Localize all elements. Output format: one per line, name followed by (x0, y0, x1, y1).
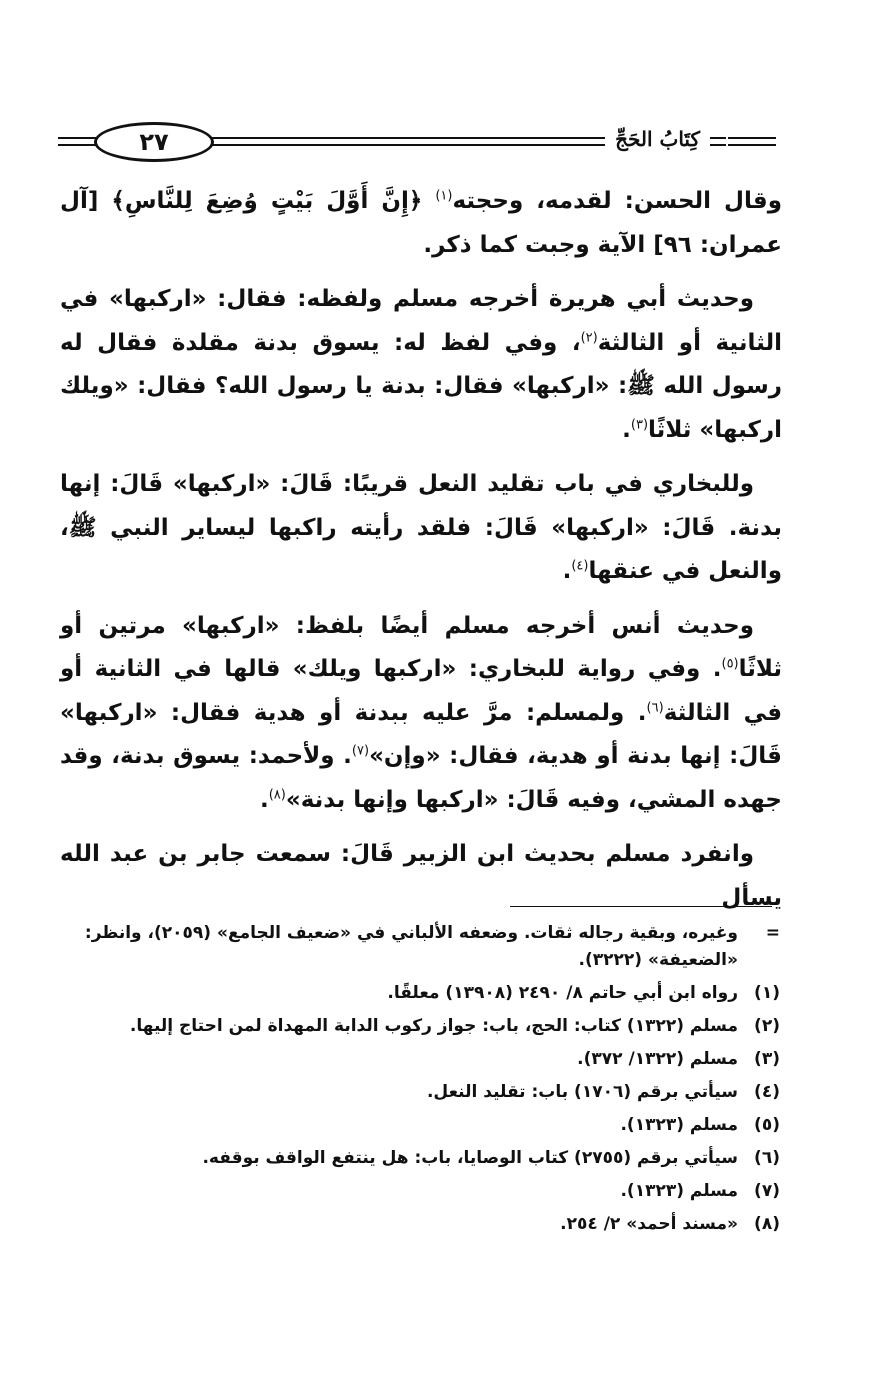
text-run: . (259, 786, 269, 813)
text-run: . (622, 416, 631, 443)
footnote-number: (١) (754, 983, 780, 1003)
footnote-text: مسلم (١٣٢٣). (620, 1181, 738, 1201)
footnote-ref: (١) (435, 188, 453, 204)
footnote-number: (٣) (754, 1049, 780, 1069)
footnote-item (60, 1211, 780, 1238)
text-run: وللبخاري في باب تقليد النعل قريبًا: قَالَ: «اركبها» قَالَ: إنها بدنة. قَالَ: «اركبها» قَالَ: فلقد رأيته راكبها ليساير النبي ﷺ، والنعل في عنقها (60, 471, 782, 584)
text-run: . ولأحمد: يسوق بدنة، وقد جهده المشي، وفيه قَالَ: «اركبها وإنها بدنة» (60, 743, 782, 813)
footnote-item (60, 1112, 780, 1139)
footnote-number: (٨) (754, 1214, 780, 1234)
page-number-oval (94, 122, 214, 162)
text-run: . (562, 558, 572, 584)
footnote-ref: (٤) (571, 558, 589, 574)
footnote-text: رواه ابن أبي حاتم ٨/ ٢٤٩٠ (١٣٩٠٨) معلقًا. (387, 983, 738, 1003)
footnote-number: (٦) (754, 1148, 780, 1168)
footnote-item (60, 920, 780, 974)
footnote-number: (٤) (754, 1082, 780, 1102)
footnote-text: مسلم (١٣٢٢) كتاب: الحج، باب: جواز ركوب الدابة المهداة لمن احتاج إليها. (129, 1016, 738, 1036)
footnote-number: (٥) (754, 1115, 780, 1135)
text-run: وحديث أبي هريرة أخرجه مسلم ولفظه: فقال: «اركبها» في الثانية أو الثالثة (60, 286, 782, 356)
footnote-item (60, 980, 780, 1007)
text-run: . ولمسلم: مرَّ عليه ببدنة أو هدية فقال: «اركبها» قَالَ: إنها بدنة أو هدية، فقال: «وإن» (60, 699, 782, 769)
footnote-text: مسلم (١٣٢٢/ ٣٧٢). (577, 1049, 738, 1069)
footnote-number: = (765, 923, 780, 943)
footnote-text: مسلم (١٣٢٣). (620, 1115, 738, 1135)
footnote-ref: (٨) (268, 786, 286, 802)
footnote-number: (٧) (754, 1181, 780, 1201)
footnote-item (60, 1013, 780, 1040)
footnotes (60, 920, 780, 1238)
footnote-item (60, 1145, 780, 1172)
footnote-text: سيأتي برقم (١٧٠٦) باب: تقليد النعل. (426, 1082, 738, 1102)
page-number: ٢٧ (139, 128, 169, 156)
footnote-text: «مسند أحمد» ٢/ ٢٥٤. (560, 1214, 738, 1234)
paragraph (60, 278, 782, 452)
footnote-number: (٢) (754, 1016, 780, 1036)
footnote-item (60, 1178, 780, 1205)
text-run: . وفي رواية للبخاري: «اركبها ويلك» قالها في الثانية أو في الثالثة (60, 656, 782, 726)
text-run: وحديث أنس أخرجه مسلم أيضًا بلفظ: «اركبها» مرتين أو ثلاثًا (60, 612, 782, 682)
paragraph: وانفرد مسلم بحديث ابن الزبير قَالَ: سمعت جابر بن عبد الله يسأل (60, 841, 782, 911)
text-run: ﴿إِنَّ أَوَّلَ بَيْتٍ وُضِعَ لِلنَّاسِ﴾ [آل عمران: ٩٦] الآية وجبت كما ذكر. (60, 188, 782, 258)
running-title: كِتَابُ الحَجِّ (605, 124, 710, 154)
footnote-ref: (٣) (630, 416, 649, 432)
footnote-ref: (٧) (351, 743, 370, 759)
footnote-item (60, 1079, 780, 1106)
footnote-item (60, 1046, 780, 1073)
header-rule (728, 137, 776, 139)
footnote-ref: (٦) (646, 699, 664, 715)
text-run: ، وفي لفظ له: يسوق بدنة مقلدة فقال له رسول الله ﷺ: «اركبها» فقال: بدنة يا رسول الله؟ فقال: «ويلك اركبها» ثلاثًا (60, 329, 782, 443)
body-text (60, 180, 782, 931)
footnote-text: سيأتي برقم (٢٧٥٥) كتاب الوصايا، باب: هل ينتفع الواقف بوقفه. (202, 1148, 738, 1168)
footnote-separator (510, 906, 772, 907)
footnote-ref: (٢) (580, 329, 598, 345)
header-rule (728, 144, 776, 146)
text-run: وقال الحسن: لقدمه، وحجته (452, 188, 782, 214)
footnote-text: وغيره، وبقية رجاله ثقات. وضعفه الألباني في «ضعيف الجامع» (٢٠٥٩)، وانظر: «الضعيفة» (٣٢٢٢). (84, 923, 738, 970)
paragraph (60, 180, 782, 267)
footnote-ref: (٥) (721, 656, 739, 672)
running-header (58, 122, 778, 164)
paragraph (60, 463, 782, 594)
paragraph (60, 605, 782, 823)
